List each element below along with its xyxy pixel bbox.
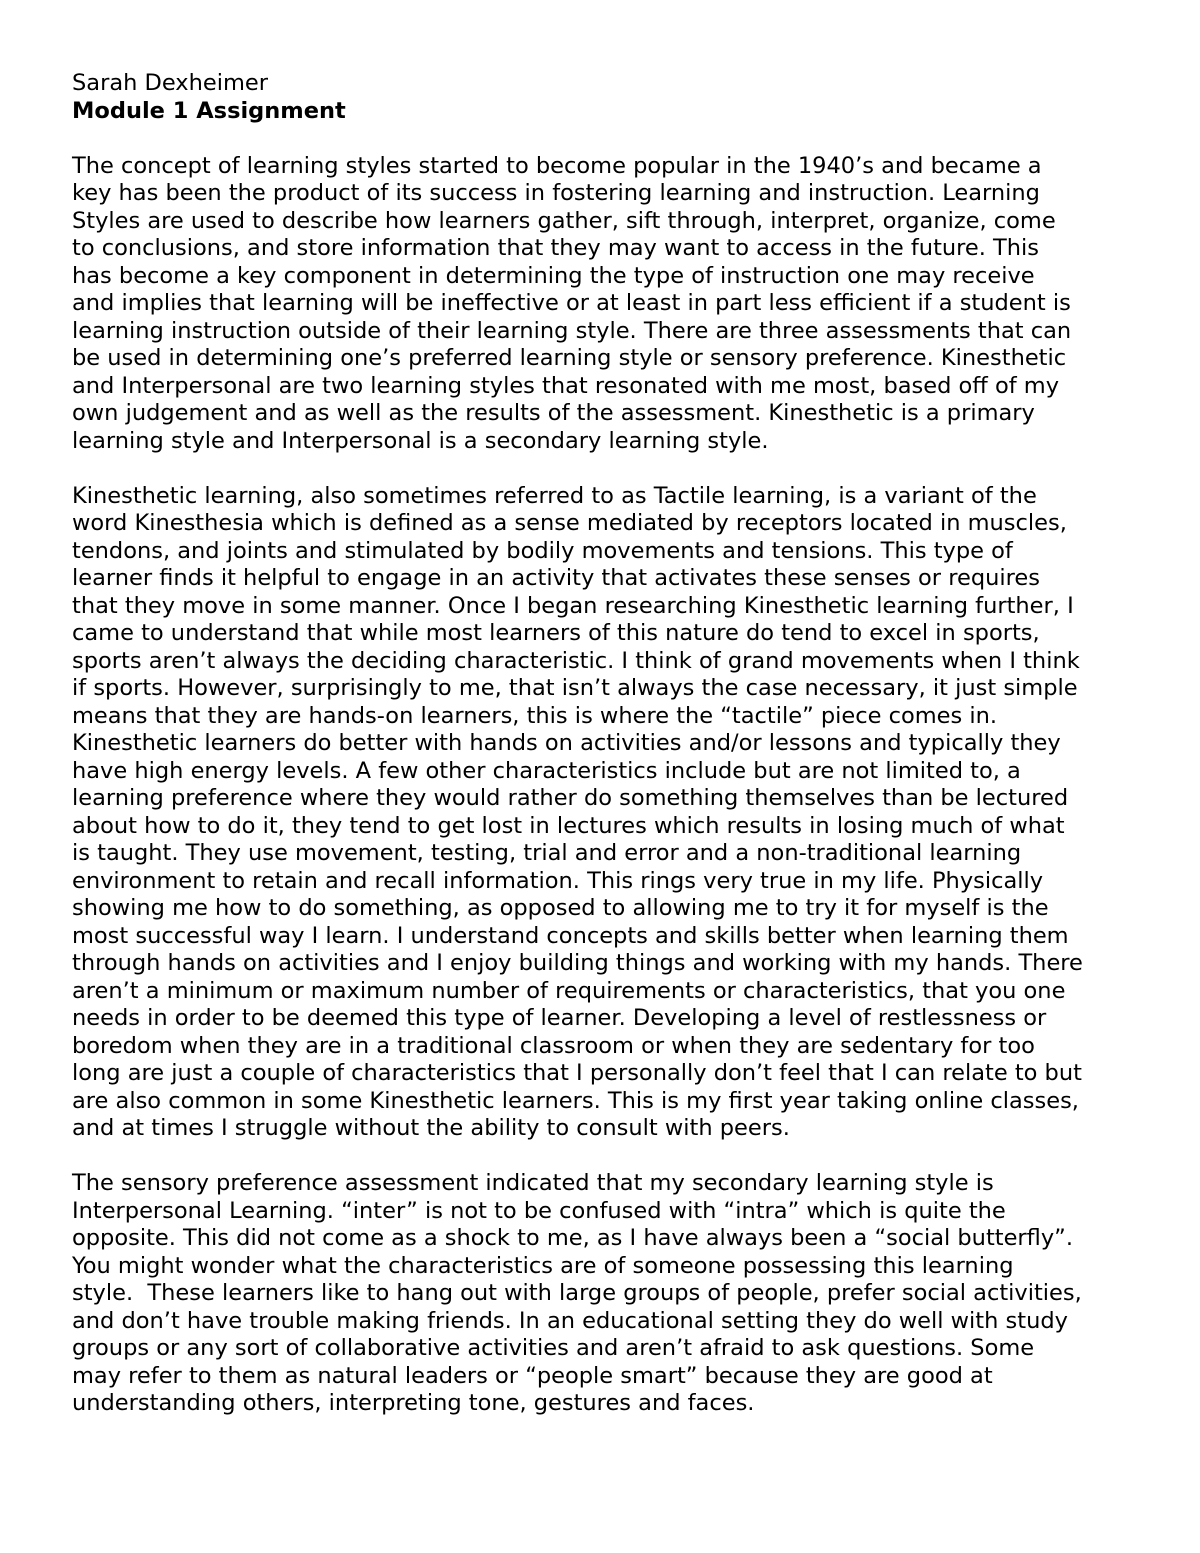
text-line: learner finds it helpful to engage in an activity that activates these senses or requires <box>72 565 1040 591</box>
text-line: be used in determining one’s preferred learning style or sensory preference. Kinesthetic <box>72 345 1067 371</box>
text-line: came to understand that while most learners of this nature do tend to excel in sports, <box>72 620 1040 646</box>
text-line: is taught. They use movement, testing, trial and error and a non-traditional learning <box>72 840 1022 866</box>
text-line: long are just a couple of characteristics that I personally don’t feel that I can relate to but <box>72 1060 1082 1086</box>
text-line: are also common in some Kinesthetic learners. This is my first year taking online classes, <box>72 1087 1079 1114</box>
text-line: needs in order to be deemed this type of learner. Developing a level of restlessness or <box>72 1005 1047 1031</box>
text-line: The sensory preference assessment indicated that my secondary learning style is <box>72 1170 994 1196</box>
text-line: Interpersonal Learning. “inter” is not to be confused with “intra” which is quite the <box>72 1197 1006 1224</box>
text-line: means that they are hands-on learners, this is where the “tactile” piece comes in. <box>72 702 998 729</box>
text-line: learning instruction outside of their learning style. There are three assessments that can <box>72 317 1072 344</box>
spacer <box>72 125 1132 153</box>
paragraph-1 <box>72 153 1132 456</box>
paragraph-spacer <box>72 455 1132 483</box>
paragraph-2 <box>72 483 1132 1143</box>
text-line: boredom when they are in a traditional classroom or when they are sedentary for too <box>72 1032 1035 1059</box>
text-line: style. These learners like to hang out with large groups of people, prefer social activities, <box>72 1280 1082 1306</box>
text-line: Kinesthetic learning, also sometimes referred to as Tactile learning, is a variant of the <box>72 482 1037 509</box>
text-line: own judgement and as well as the results of the assessment. Kinesthetic is a primary <box>72 400 1035 426</box>
assignment-title: Module 1 Assignment <box>72 97 346 124</box>
text-line: that they move in some manner. Once I began researching Kinesthetic learning further, I <box>72 592 1074 619</box>
text-line: Kinesthetic learners do better with hands on activities and/or lessons and typically they <box>72 730 1061 756</box>
text-line: key has been the product of its success in fostering learning and instruction. Learning <box>72 180 1040 206</box>
text-line: and implies that learning will be ineffective or at least in part less efficient if a student is <box>72 290 1071 316</box>
document-page <box>72 70 1132 1418</box>
paragraph-spacer <box>72 1143 1132 1171</box>
text-line: environment to retain and recall information. This rings very true in my life. Physically <box>72 867 1044 894</box>
text-line: tendons, and joints and stimulated by bodily movements and tensions. This type of <box>72 537 1013 564</box>
text-line: aren’t a minimum or maximum number of requirements or characteristics, that you one <box>72 977 1066 1004</box>
text-line: Styles are used to describe how learners gather, sift through, interpret, organize, come <box>72 207 1056 234</box>
text-line: and Interpersonal are two learning styles that resonated with me most, based off of my <box>72 372 1060 399</box>
text-line: if sports. However, surprisingly to me, that isn’t always the case necessary, it just simple <box>72 675 1078 701</box>
text-line: You might wonder what the characteristics are of someone possessing this learning <box>72 1252 1014 1279</box>
document-body <box>72 153 1132 1418</box>
text-line: learning style and Interpersonal is a secondary learning style. <box>72 427 769 454</box>
text-line: learning preference where they would rather do something themselves than be lectured <box>72 785 1069 811</box>
text-line: has become a key component in determining the type of instruction one may receive <box>72 262 1035 289</box>
text-line: about how to do it, they tend to get lost in lectures which results in losing much of what <box>72 812 1065 839</box>
text-line: word Kinesthesia which is defined as a sense mediated by receptors located in muscles, <box>72 510 1067 536</box>
text-line: and at times I struggle without the ability to consult with peers. <box>72 1115 790 1141</box>
text-line: opposite. This did not come as a shock to me, as I have always been a “social butterfly”. <box>72 1225 1073 1251</box>
text-line: to conclusions, and store information that they may want to access in the future. This <box>72 235 1040 261</box>
text-line: and don’t have trouble making friends. In an educational setting they do well with study <box>72 1307 1068 1334</box>
text-line: understanding others, interpreting tone, gestures and faces. <box>72 1390 755 1416</box>
text-line: sports aren’t always the deciding characteristic. I think of grand movements when I think <box>72 647 1080 674</box>
text-line: groups or any sort of collaborative activities and aren’t afraid to ask questions. Some <box>72 1335 1035 1361</box>
text-line: may refer to them as natural leaders or “people smart” because they are good at <box>72 1362 993 1389</box>
text-line: The concept of learning styles started to become popular in the 1940’s and became a <box>72 152 1042 179</box>
text-line: showing me how to do something, as opposed to allowing me to try it for myself is the <box>72 895 1049 921</box>
text-line: have high energy levels. A few other characteristics include but are not limited to, a <box>72 757 1021 784</box>
author-name: Sarah Dexheimer <box>72 70 268 96</box>
paragraph-3 <box>72 1170 1132 1418</box>
text-line: most successful way I learn. I understand concepts and skills better when learning them <box>72 922 1069 949</box>
text-line: through hands on activities and I enjoy building things and working with my hands. There <box>72 950 1083 976</box>
